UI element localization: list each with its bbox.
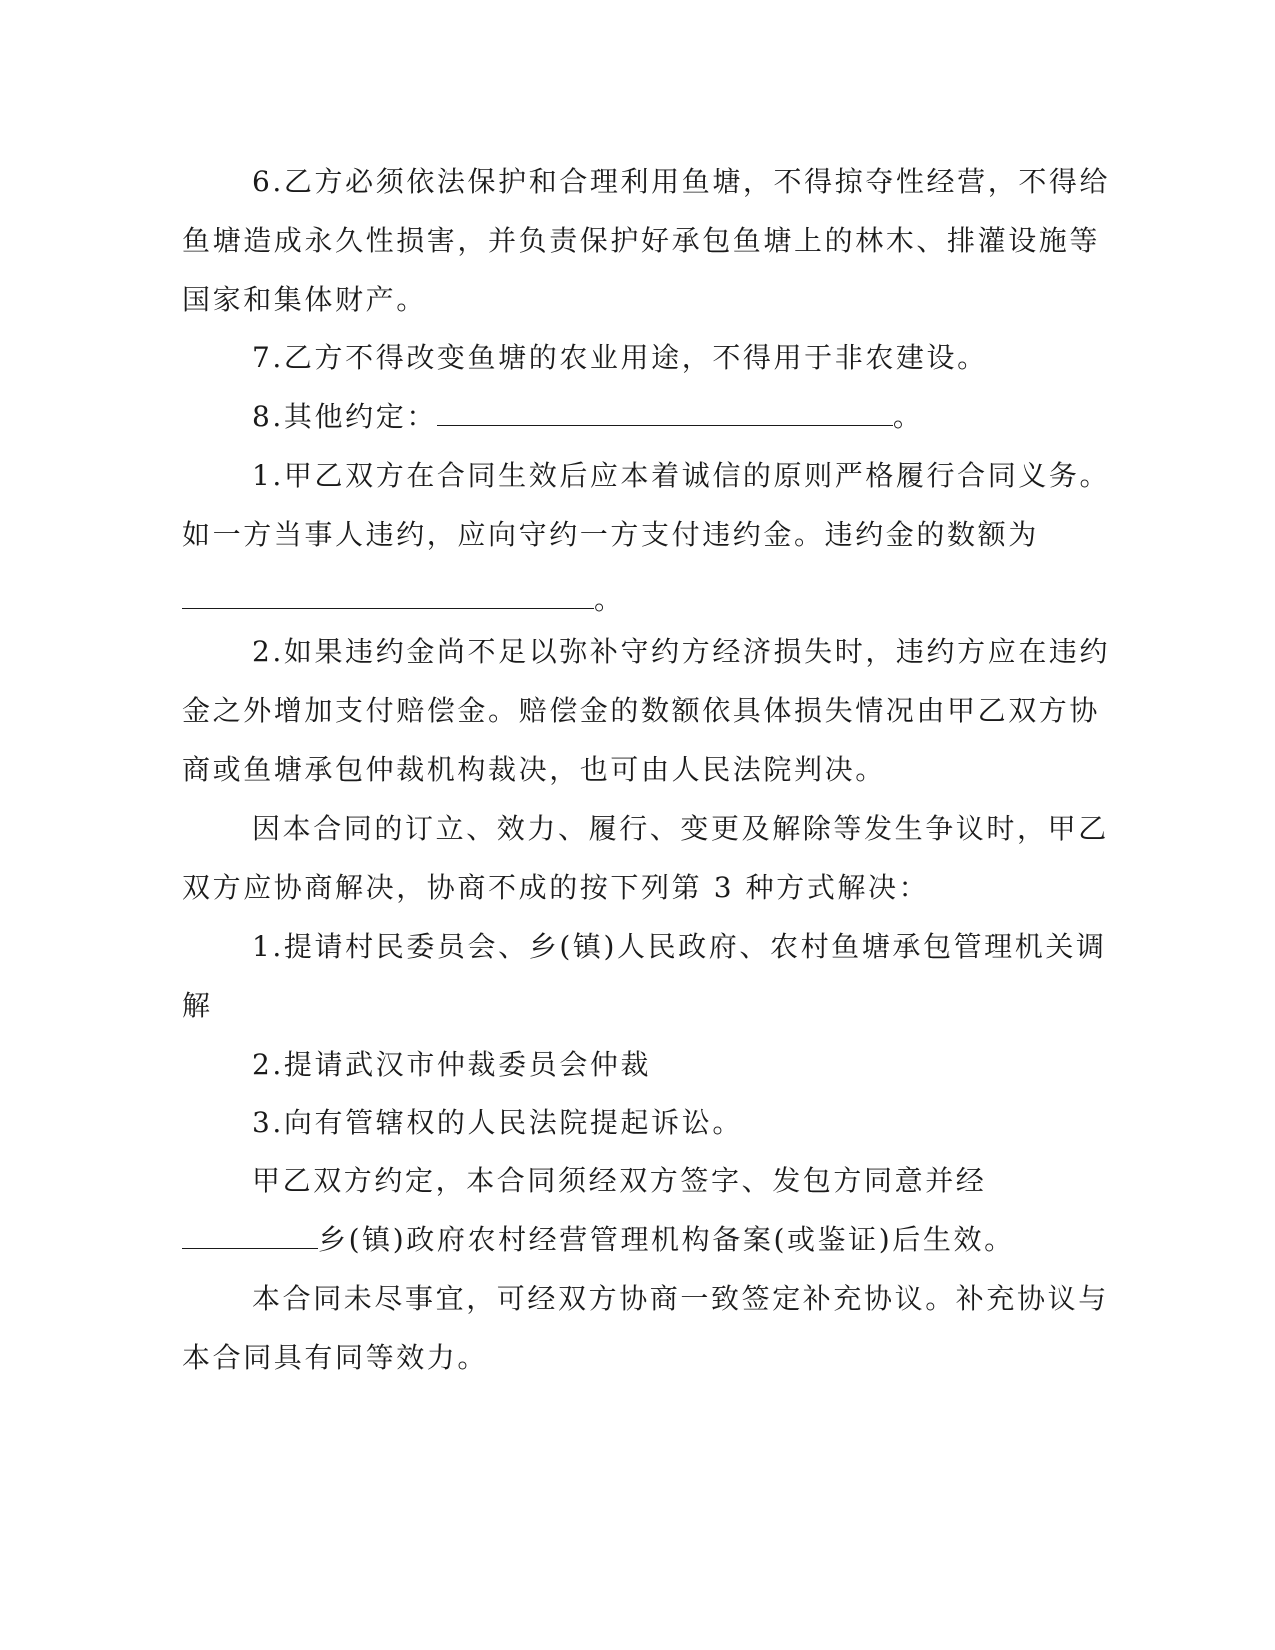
clause-8-suffix: 。 [892,400,924,433]
breach-1-suffix: 。 [594,583,625,616]
dispute-clause [182,799,1109,917]
supplement-line-2: 本合同具有同等效力。 [182,1341,489,1374]
breach-1-line-1: 1.甲乙双方在合同生效后应本着诚信的原则严格履行合同义务。 [252,459,1111,492]
clause-6-line-3: 国家和集体财产。 [182,283,427,316]
breach-1-line-2: 如一方当事人违约，应向守约一方支付违约金。违约金的数额为 [182,518,1039,551]
supplement-clause [182,1269,1109,1387]
breach-clause-1 [182,446,1111,629]
effect-suffix: 乡(镇)政府农村经营管理机构备案(或鉴证)后生效。 [318,1223,1015,1256]
effect-clause [182,1151,1042,1269]
breach-2-line-2: 金之外增加支付赔偿金。赔偿金的数额依具体损失情况由甲乙双方协 [182,694,1101,727]
clause-7 [182,328,1042,387]
dispute-option-1 [182,917,1107,1035]
dispute-option-3 [182,1093,1042,1152]
effect-line-1: 甲乙双方约定，本合同须经双方签字、发包方同意并经 [252,1164,987,1197]
dispute-line-1: 因本合同的订立、效力、履行、变更及解除等发生争议时，甲乙 [252,812,1109,845]
clause-8-label: 8.其他约定： [252,400,437,433]
clause-8 [182,387,1042,446]
dispute-option-2 [182,1035,1042,1094]
breach-2-line-3: 商或鱼塘承包仲裁机构裁决，也可由人民法院判决。 [182,753,886,786]
clause-6-line-1: 6.乙方必须依法保护和合理利用鱼塘，不得掠夺性经营，不得给 [252,165,1111,198]
clause-6-line-2: 鱼塘造成永久性损害，并负责保护好承包鱼塘上的林木、排灌设施等 [182,224,1101,257]
option-2-text: 2.提请武汉市仲裁委员会仲裁 [252,1048,652,1081]
option-3-text: 3.向有管辖权的人民法院提起诉讼。 [252,1106,743,1139]
supplement-line-1: 本合同未尽事宜，可经双方协商一致签定补充协议。补充协议与 [252,1282,1109,1315]
breach-2-line-1: 2.如果违约金尚不足以弥补守约方经济损失时，违约方应在违约 [252,635,1111,668]
clause-7-text: 7.乙方不得改变鱼塘的农业用途，不得用于非农建设。 [252,341,988,374]
township-blank [182,1222,318,1249]
option-1-line-1: 1.提请村民委员会、乡(镇)人民政府、农村鱼塘承包管理机关调 [252,930,1107,963]
clause-6 [182,152,1111,329]
breach-clause-2 [182,622,1111,799]
other-terms-blank [437,399,893,426]
dispute-line-2: 双方应协商解决，协商不成的按下列第 3 种方式解决： [182,871,930,904]
option-1-line-2: 解 [182,989,213,1022]
penalty-amount-blank [182,582,594,609]
